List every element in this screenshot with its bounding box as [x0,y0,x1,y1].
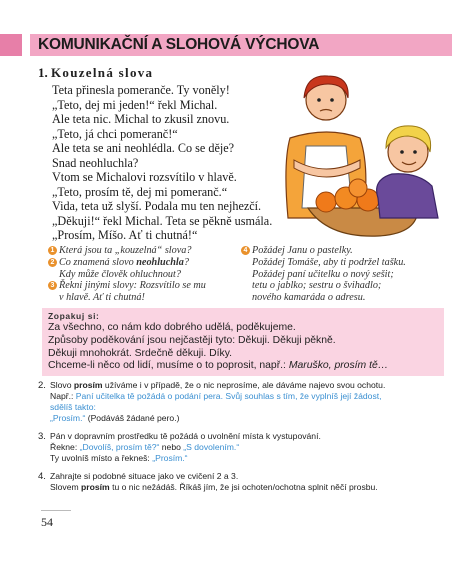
question-line: Požádej Tomáše, aby ti podržel tašku. [252,256,406,268]
question-line: tetu o jablko; sestru o švihadlo; [252,280,382,292]
story-line: Teta přinesla pomeranče. Ty voněly! [52,83,230,97]
exercise-3: 3. Pán v dopravním prostředku tě požádá o uvolnění místa k vystupování. Řekne: „Dovolíš, prosím tě?“ nebo „S dovolením.“ Ty uvolníš místo a řekneš: „Prosím.“ [38,431,321,463]
section-number: 1. [38,65,48,80]
story-line: „Teto, dej mi jeden!“ řekl Michal. [52,97,218,112]
section-title: Kouzelná slova [51,65,154,80]
exercise-4: 4. Zahrajte si podobné situace jako ve cvičení 2 a 3. Slovem prosím tu o nic nežádáš. Říkáš jím, že jsi ochoten/ochotna splnit něčí prosbu. [38,471,378,492]
exercise-2: 2. Slovo prosím užíváme i v případě, že o nic neprosíme, ale dáváme najevo svou ochotu. Např.: Paní učitelka tě požádá o podání pera. Svůj souhlas s tím, že vyplníš její žádost, sdělíš takto: „Prosím.“ (Podáváš žádané pero.) [38,380,386,423]
note-line: Chceme-li něco od lidí, musíme o to poprosit, např.: Maruško, prosím tě… [48,360,389,372]
header-tab-accent [0,34,22,56]
story-line: Snad neohluchla? [52,155,139,170]
note-line: Děkuji mnohokrát. Srdečně děkuji. Díky. [48,347,233,359]
question-line: nového kamaráda o adresu. [252,292,366,304]
note-line: Za všechno, co nám kdo dobrého udělá, poděkujeme. [48,322,296,333]
page-number: 54 [41,515,53,529]
story-line: „Teto, já chci pomeranč!“ [52,126,178,141]
story-line: Ale teta nic. Michal to zkusil znovu. [52,112,230,126]
exercise-number: 4. [38,471,46,482]
section-heading [38,65,153,81]
page-rule [41,510,71,511]
question-item: 3 Řekni jinými slovy: Rozsvítilo se mu [48,280,248,292]
question-badge: 2 [48,258,57,267]
page-title: KOMUNIKAČNÍ A SLOHOVÁ VÝCHOVA [38,36,320,53]
story-line: „Děkuji!“ řekl Michal. Teta se pěkně usmála. [52,213,273,228]
story-text [52,83,282,243]
question-badge: 3 [48,281,57,290]
question-line: Požádej paní učitelku o nový sešit; [252,268,394,280]
exercises-block [38,380,448,500]
illustration-aunt-and-boy [268,68,442,238]
story-line: „Teto, prosím tě, dej mi pomeranč.“ [52,184,228,199]
note-label: Zopakuj si: [48,311,100,321]
question-badge: 4 [241,246,250,255]
note-text [48,322,443,373]
exercise-number: 2. [38,380,46,391]
question-line: Kdy může člověk ohluchnout? [59,268,181,280]
questions-left [48,245,248,304]
story-line: „Prosím, Míšo. Ať ti chutná!“ [52,228,198,242]
story-line: Vtom se Michalovi rozsvítilo v hlavě. [52,170,237,184]
exercise-number: 3. [38,431,46,442]
story-line: Ale teta se ani neohlédla. Co se děje? [52,141,235,155]
story-line: Vida, teta už slyší. Podala mu ten nejhezčí. [52,199,262,213]
question-badge: 1 [48,246,57,255]
question-line: v hlavě. Ať ti chutná! [59,292,145,304]
questions-right [241,245,441,304]
note-line: Způsoby poděkování jsou nejčastěji tyto: Děkuji. Děkuji pěkně. [48,334,336,346]
question-item: 2 Co znamená slovo neohluchla? [48,257,248,269]
question-item: 4 Požádej Janu o pastelky. [241,245,441,257]
boy-shirt [377,174,438,218]
question-item: 1 Která jsou ta „kouzelná“ slova? [48,245,248,257]
